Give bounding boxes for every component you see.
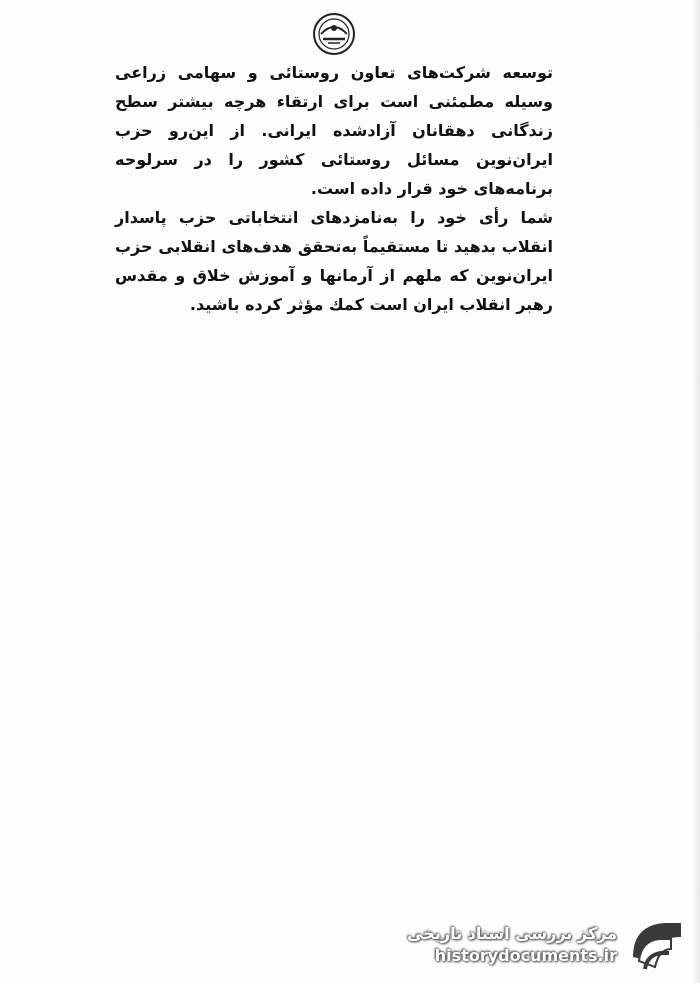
paragraph-vote-appeal: شما رأی خود را به‌نامزدهای انتخاباتی حزب پاسدار انقلاب بدهید تا مستقیماً به‌تحقق هدف‌های انقلابی حزب ایران‌نوین که ملهم از آرمانها و آموزش خلاق و مقدس رهبر انقلاب ایران است کمك مؤثر کرده باشید. xyxy=(115,208,553,314)
party-emblem-icon xyxy=(312,12,356,56)
document-body xyxy=(115,58,553,319)
watermark-site: historydocuments.ir xyxy=(434,946,617,965)
archive-watermark xyxy=(405,915,695,977)
paragraph-rural-cooperatives: توسعه شرکت‌های تعاون روستائی و سهامی زراعی وسیله مطمئنی است برای ارتقاء هرچه بیشتر سطح زندگانی دهقانان آزادشده ایرانی. از این‌رو حزب ایران‌نوین مسائل روستائی کشور را در سرلوحه برنامه‌های خود قرار داده است. xyxy=(115,63,553,198)
watermark-title: مرکز بررسی اسناد تاریخی xyxy=(407,924,617,943)
scan-edge xyxy=(692,0,700,983)
archive-logo-icon xyxy=(625,917,687,975)
watermark-text xyxy=(407,923,617,967)
